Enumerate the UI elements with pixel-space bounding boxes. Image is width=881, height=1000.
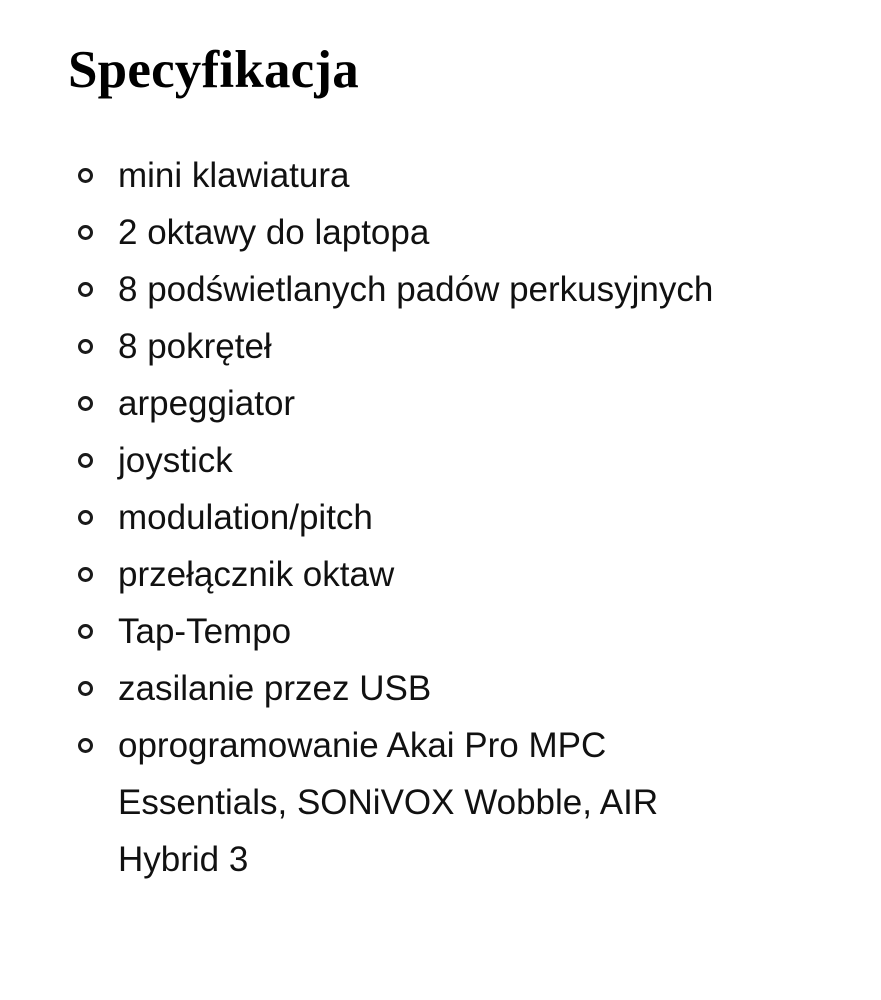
list-item-text: 8 podświetlanych padów perkusyjnych: [118, 270, 714, 309]
list-item-text: zasilanie przez USB: [118, 669, 432, 708]
list-item-text: przełącznik oktaw: [118, 555, 395, 594]
list-item-text: 8 pokręteł: [118, 327, 272, 366]
list-item-text: Tap-Tempo: [118, 612, 292, 651]
circle-bullet-icon: [78, 282, 93, 297]
list-item-text: arpeggiator: [118, 384, 296, 423]
circle-bullet-icon: [78, 339, 93, 354]
list-item: [0, 660, 718, 717]
list-item: [0, 432, 718, 489]
circle-bullet-icon: [78, 453, 93, 468]
list-item: [0, 375, 718, 432]
circle-bullet-icon: [78, 168, 93, 183]
list-item: [0, 204, 718, 261]
list-item: [0, 489, 718, 546]
list-item: [0, 717, 718, 888]
circle-bullet-icon: [78, 738, 93, 753]
list-item: [0, 546, 718, 603]
list-item: [0, 318, 718, 375]
list-item-text: modulation/pitch: [118, 498, 373, 537]
circle-bullet-icon: [78, 567, 93, 582]
list-item-text: 2 oktawy do laptopa: [118, 213, 430, 252]
circle-bullet-icon: [78, 624, 93, 639]
spec-list: [0, 147, 881, 888]
list-item: [0, 147, 718, 204]
circle-bullet-icon: [78, 510, 93, 525]
list-item: [0, 261, 718, 318]
circle-bullet-icon: [78, 681, 93, 696]
list-item-text: mini klawiatura: [118, 156, 350, 195]
list-item-text: oprogramowanie Akai Pro MPC Essentials, SONiVOX Wobble, AIR Hybrid 3: [118, 726, 659, 879]
page-title: Specyfikacja: [68, 41, 359, 99]
list-item-text: joystick: [118, 441, 233, 480]
circle-bullet-icon: [78, 396, 93, 411]
circle-bullet-icon: [78, 225, 93, 240]
list-item: [0, 603, 718, 660]
